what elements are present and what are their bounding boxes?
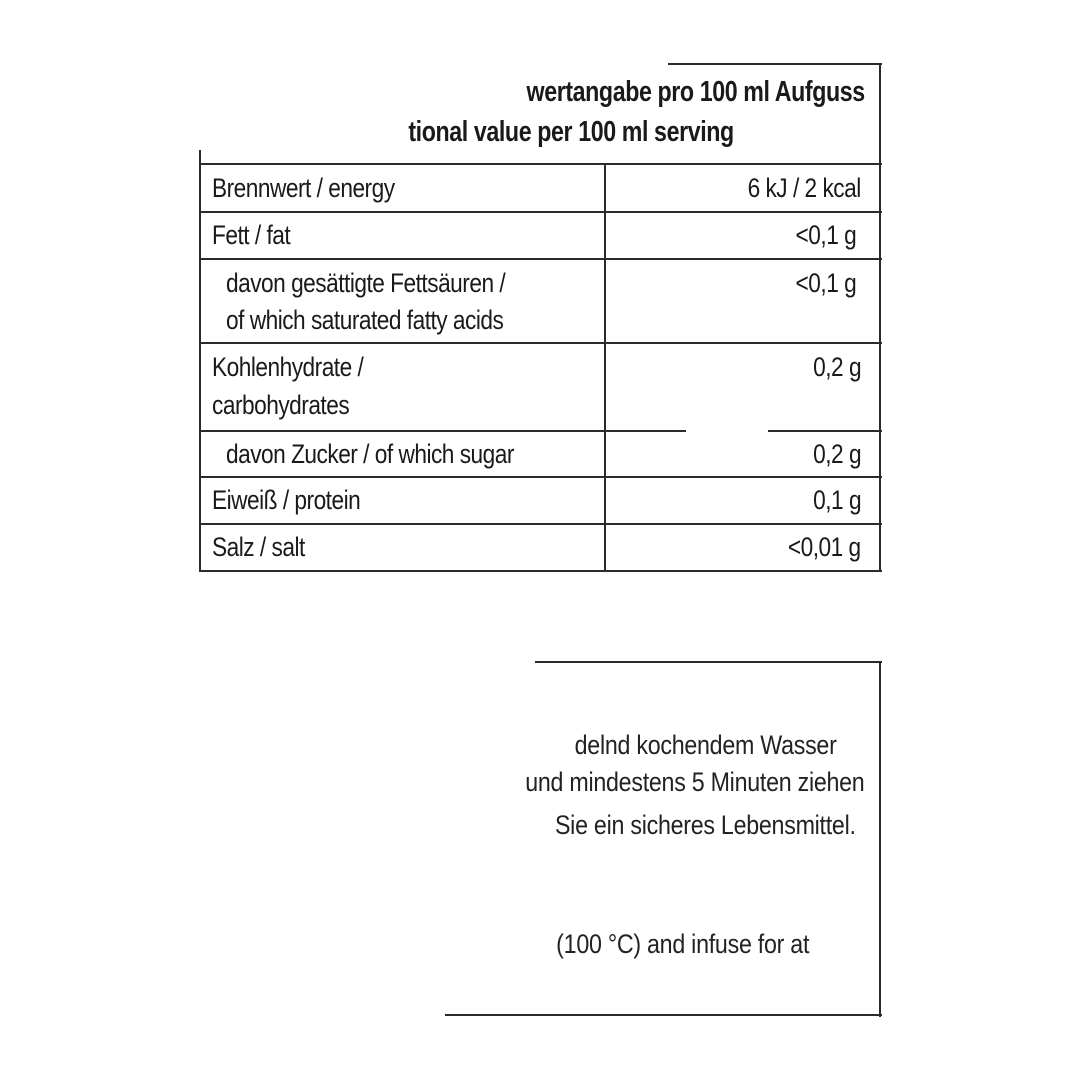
row-line — [199, 430, 686, 432]
row-line — [199, 211, 882, 213]
row-value-salt: <0,01 g — [788, 532, 861, 562]
row-label-carbs-de: Kohlenhydrate / — [212, 352, 364, 382]
table-column-divider — [604, 164, 606, 572]
row-line — [199, 342, 882, 344]
header-top-border — [668, 63, 882, 65]
row-line — [768, 430, 882, 432]
row-line — [199, 523, 882, 525]
row-label-fat: Fett / fat — [212, 220, 291, 250]
row-value-fat: <0,1 g — [795, 220, 856, 250]
row-line — [199, 163, 882, 165]
row-line — [199, 258, 882, 260]
header-title-de: wertangabe pro 100 ml Aufguss — [526, 76, 865, 108]
row-value-sugar: 0,2 g — [813, 439, 861, 469]
row-label-carbs-en: carbohydrates — [212, 390, 350, 420]
row-label-protein: Eiweiß / protein — [212, 485, 361, 515]
header-title-en: tional value per 100 ml serving — [408, 116, 734, 148]
table-left-border — [199, 150, 201, 572]
table-bottom-border — [199, 570, 882, 572]
prep-text-en-line: (100 °C) and infuse for at — [556, 929, 809, 959]
row-value-energy: 6 kJ / 2 kcal — [747, 173, 861, 203]
panel-right-border — [879, 63, 881, 572]
row-line — [199, 476, 882, 478]
prep-right-border — [879, 661, 881, 1017]
prep-text-de-line: und mindestens 5 Minuten ziehen — [524, 767, 864, 797]
row-label-sugar: davon Zucker / of which sugar — [226, 439, 514, 469]
row-label-salt: Salz / salt — [212, 532, 305, 562]
row-label-saturates-en: of which saturated fatty acids — [226, 305, 504, 335]
prep-text-de-line: Sie ein sicheres Lebensmittel. — [555, 810, 856, 840]
row-value-protein: 0,1 g — [813, 485, 861, 515]
row-label-energy: Brennwert / energy — [212, 173, 395, 203]
prep-bottom-border — [445, 1014, 882, 1016]
prep-text-de-line: delnd kochendem Wasser — [575, 730, 837, 760]
prep-top-border — [535, 661, 882, 663]
row-value-saturates: <0,1 g — [795, 268, 856, 298]
row-label-saturates-de: davon gesättigte Fettsäuren / — [226, 268, 506, 298]
row-value-carbs: 0,2 g — [813, 352, 861, 382]
